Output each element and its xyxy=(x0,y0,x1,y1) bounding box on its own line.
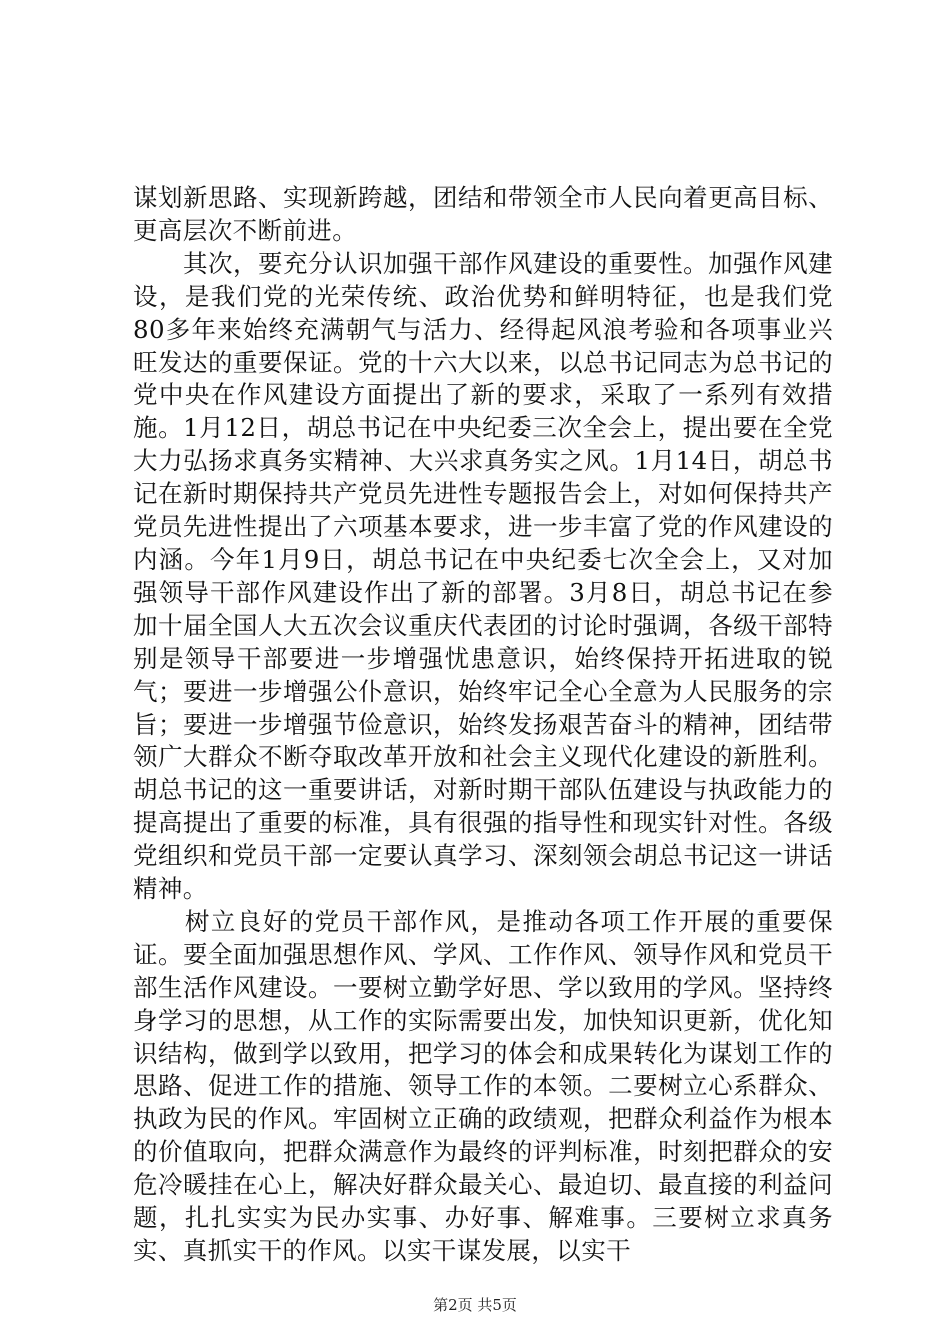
paragraph-1: 谋划新思路、实现新跨越，团结和带领全市人民向着更高目标、更高层次不断前进。 xyxy=(133,183,833,245)
paragraph-2: 其次，要充分认识加强干部作风建设的重要性。加强作风建设，是我们党的光荣传统、政治优势和鲜明特征，也是我们党80多年来始终充满朝气与活力、经得起风浪考验和各项事业兴旺发达的重要保证。党的十六大以来，以总书记同志为总书记的党中央在作风建设方面提出了新的要求，采取了一系列有效措施。1月12日，胡总书记在中央纪委三次全会上，提出要在全党大力弘扬求真务实精神、大兴求真务实之风。1月14日，胡总书记在新时期保持共产党员先进性专题报告会上，对如何保持共产党员先进性提出了六项基本要求，进一步丰富了党的作风建设的内涵。今年1月9日，胡总书记在中央纪委七次全会上，又对加强领导干部作风建设作出了新的部署。3月8日，胡总书记在参加十届全国人大五次会议重庆代表团的讨论时强调，各级干部特别是领导干部要进一步增强忧患意识，始终保持开拓进取的锐气；要进一步增强公仆意识，始终牢记全心全意为人民服务的宗旨；要进一步增强节俭意识，始终发扬艰苦奋斗的精神，团结带领广大群众不断夺取改革开放和社会主义现代化建设的新胜利。胡总书记的这一重要讲话，对新时期干部队伍建设与执政能力的提高提出了重要的标准，具有很强的指导性和现实针对性。各级党组织和党员干部一定要认真学习、深刻领会胡总书记这一讲话精神。 xyxy=(133,248,833,904)
paragraph-3: 树立良好的党员干部作风，是推动各项工作开展的重要保证。要全面加强思想作风、学风、工作作风、领导作风和党员干部生活作风建设。一要树立勤学好思、学以致用的学风。坚持终身学习的思想，从工作的实际需要出发，加快知识更新，优化知识结构，做到学以致用，把学习的体会和成果转化为谋划工作的思路、促进工作的措施、领导工作的本领。二要树立心系群众、执政为民的作风。牢固树立正确的政绩观，把群众利益作为根本的价值取向，把群众满意作为最终的评判标准，时刻把群众的安危冷暖挂在心上，解决好群众最关心、最迫切、最直接的利益问题，扎扎实实为民办实事、办好事、解难事。三要树立求真务实、真抓实干的作风。以实干谋发展，以实干 xyxy=(133,906,833,1265)
page-footer: 第2页 共5页 xyxy=(433,1296,517,1314)
document-body xyxy=(133,182,833,1268)
